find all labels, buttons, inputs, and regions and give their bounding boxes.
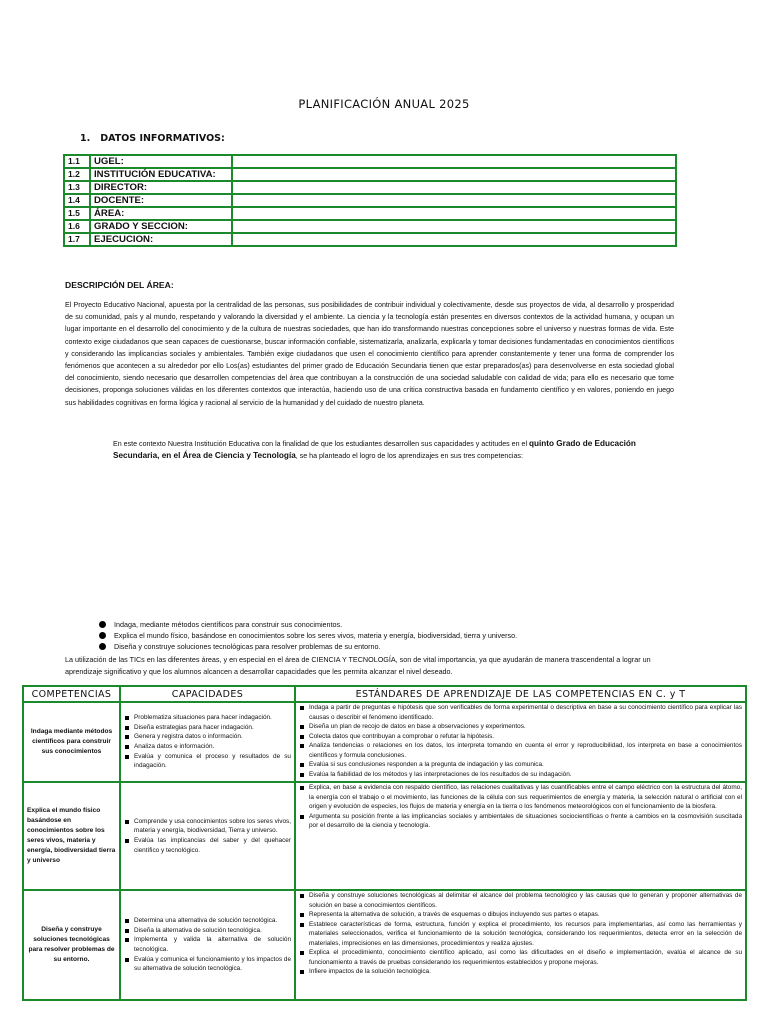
capacity-item: Analiza datos e información. [124, 742, 291, 752]
info-row-number: 1.3 [64, 181, 90, 194]
section-title: DATOS INFORMATIVOS: [100, 133, 225, 144]
capacity-item: Determina una alternativa de solución tecnológica. [124, 916, 291, 926]
standard-item: Colecta datos que contribuyan a comprobar o refutar la hipótesis. [299, 732, 742, 742]
standards-list [299, 703, 742, 779]
info-row-value[interactable] [232, 155, 676, 168]
info-row-number: 1.2 [64, 168, 90, 181]
capacity-item: Evalúa y comunica el funcionamiento y los impactos de su alternativa de solución tecnológica. [124, 955, 291, 974]
info-row-value[interactable] [232, 233, 676, 246]
table-row [23, 890, 746, 1000]
info-row [64, 207, 676, 220]
section-number: 1. [80, 133, 91, 144]
standard-item: Diseña un plan de recojo de datos en base a observaciones y experimentos. [299, 722, 742, 732]
capacities-cell [120, 890, 295, 1000]
standard-item: Evalúa la fiabilidad de los métodos y las interpretaciones de los resultados de su indagación. [299, 770, 742, 780]
bullet-icon [99, 643, 106, 650]
section-heading-datos [80, 133, 225, 144]
page-title: PLANIFICACIÓN ANUAL 2025 [298, 97, 470, 111]
info-row-number: 1.1 [64, 155, 90, 168]
capacity-item: Evalúa las implicancias del saber y del quehacer científico y tecnológico. [124, 836, 291, 855]
bullet-icon [99, 621, 106, 628]
info-row [64, 220, 676, 233]
list-item [99, 619, 517, 630]
info-row-label: DIRECTOR: [90, 181, 232, 194]
info-row [64, 233, 676, 246]
capacities-list [124, 713, 291, 771]
info-row-number: 1.4 [64, 194, 90, 207]
header-estandares: ESTÁNDARES DE APRENDIZAJE DE LAS COMPETENCIAS EN C. y T [295, 686, 746, 702]
competency-cell: Explica el mundo físico basándose en conocimientos sobre los seres vivos, materia y energía, biodiversidad tierra y universo [23, 782, 120, 890]
info-row [64, 155, 676, 168]
table-row [23, 782, 746, 890]
capacities-list [124, 817, 291, 855]
standard-item: Establece características de forma, estructura, función y explica el procedimiento, los recursos para implementarlas, así como las herramientas y materiales seleccionados, verifica el funcionamiento de la solución tecnológica, considerando los requerimientos, detecta error en la selección de materiales, imprecisiones en las dimensiones, procedimientos y realiza ajustes. [299, 920, 742, 949]
info-row-label: EJECUCION: [90, 233, 232, 246]
info-row-label: ÁREA: [90, 207, 232, 220]
list-item [99, 630, 517, 641]
info-row [64, 194, 676, 207]
context-paragraph [113, 438, 675, 462]
context-grade-area: quinto Grado de Educación Secundaria, en el Área de Ciencia y Tecnología [113, 439, 636, 461]
list-item-text: Explica el mundo físico, basándose en conocimientos sobre los seres vivos, materia y energía, biodiversidad, tierra y universo. [114, 631, 518, 641]
standards-list [299, 783, 742, 831]
capacity-item: Evalúa y comunica el proceso y resultados de su indagación. [124, 752, 291, 771]
capacity-item: Diseña la alternativa de solución tecnológica. [124, 926, 291, 936]
capacity-item: Genera y registra datos o información. [124, 732, 291, 742]
header-competencias: COMPETENCIAS [23, 686, 120, 702]
info-row [64, 181, 676, 194]
capacities-cell [120, 702, 295, 782]
description-title: DESCRIPCIÓN DEL ÁREA: [65, 280, 174, 290]
standard-item: Indaga a partir de preguntas e hipótesis que son verificables de forma experimental o descriptiva en base a su conocimiento científico para explicar las causas o describir el fenómeno identificado. [299, 703, 742, 722]
standard-item: Explica el procedimiento, conocimiento científico aplicado, así como las dificultades en el diseño e implementación, evalúa el alcance de su funcionamiento a través de pruebas considerando los requerimientos establecidos y propone mejoras. [299, 948, 742, 967]
standards-list [299, 891, 742, 977]
list-item-text: Diseña y construye soluciones tecnológicas para resolver problemas de su entorno. [114, 642, 381, 652]
capacity-item: Problematiza situaciones para hacer indagación. [124, 713, 291, 723]
standards-cell [295, 890, 746, 1000]
info-row [64, 168, 676, 181]
list-item-text: Indaga, mediante métodos científicos para construir sus conocimientos. [114, 620, 343, 629]
capacities-cell [120, 782, 295, 890]
info-row-value[interactable] [232, 194, 676, 207]
bullet-icon [99, 632, 106, 639]
info-row-value[interactable] [232, 207, 676, 220]
capacity-item: Diseña estrategias para hacer indagación. [124, 723, 291, 733]
capacity-item: Implementa y valida la alternativa de solución tecnológica. [124, 935, 291, 954]
standard-item: Analiza tendencias o relaciones en los datos, los interpreta tomando en cuenta el error y reproducibilidad, los interpreta en base a conocimientos científicos y formula conclusiones. [299, 741, 742, 760]
standard-item: Infiere impactos de la solución tecnológica. [299, 967, 742, 977]
info-row-value[interactable] [232, 220, 676, 233]
standard-item: Argumenta su posición frente a las implicancias sociales y ambientales de situaciones sociocientíficas o frente a cambios en la cosmovisión suscitada por el desarrollo de la ciencia y tecnología. [299, 812, 742, 831]
info-row-number: 1.7 [64, 233, 90, 246]
table-header-row [23, 686, 746, 702]
standard-item: Evalúa si sus conclusiones responden a la pregunta de indagación y las comunica. [299, 760, 742, 770]
info-row-label: DOCENTE: [90, 194, 232, 207]
list-item [99, 641, 517, 652]
capacities-list [124, 916, 291, 974]
standard-item: Diseña y construye soluciones tecnológicas al delimitar el alcance del problema tecnológico y las causas que lo generan y proponer alternativas de solución en base a conocimientos científicos. [299, 891, 742, 910]
standards-cell [295, 782, 746, 890]
capacity-item: Comprende y usa conocimientos sobre los seres vivos, materia y energía, biodiversidad, Tierra y universo. [124, 817, 291, 836]
info-row-label: GRADO Y SECCION: [90, 220, 232, 233]
info-row-number: 1.5 [64, 207, 90, 220]
info-row-label: INSTITUCIÓN EDUCATIVA: [90, 168, 232, 181]
competencies-table [22, 685, 747, 1001]
info-row-number: 1.6 [64, 220, 90, 233]
info-row-value[interactable] [232, 168, 676, 181]
header-capacidades: CAPACIDADES [120, 686, 295, 702]
info-table [63, 154, 677, 247]
context-text-start: En este contexto Nuestra Institución Educativa con la finalidad de que los estudiantes desarrollen sus capacidades y actitudes en el [113, 440, 530, 448]
competency-cell: Diseña y construye soluciones tecnológicas para resolver problemas de su entorno. [23, 890, 120, 1000]
tics-paragraph: La utilización de las TICs en las diferentes áreas, y en especial en el área de CIENCIA Y TECNOLOGÍA, son de vital importancia, ya que ayudarán de manera trascendental a lograr un aprendizaje significativo y que los alumnos alcancen a desarrollar capacidades que les permita alcanzar el nivel deseado. [65, 655, 651, 677]
standard-item: Explica, en base a evidencia con respaldo científico, las relaciones cualitativas y las cuantificables entre el campo eléctrico con la estructura del átomo, la energía con el trabajo o el movimiento, las funciones de la célula con sus requerimientos de energía y materia, la selección natural o artificial con el origen y evolución de especies, los flujos de materia y energía en la tierra o los fenómenos meteorológicos con el funcionamiento de la biosfera. [299, 783, 742, 812]
competency-cell: Indaga mediante métodos científicos para construir sus conocimientos [23, 702, 120, 782]
info-row-value[interactable] [232, 181, 676, 194]
competency-list [99, 619, 517, 653]
info-row-label: UGEL: [90, 155, 232, 168]
standard-item: Representa la alternativa de solución, a través de esquemas o dibujos incluyendo sus partes o etapas. [299, 910, 742, 920]
context-text-end: , se ha planteado el logro de los aprendizajes en sus tres competencias: [295, 452, 523, 461]
standards-cell [295, 702, 746, 782]
table-row [23, 702, 746, 782]
description-paragraph: El Proyecto Educativo Nacional, apuesta por la centralidad de las personas, sus posibilidades de contribuir individual y colectivamente, desde sus proyectos de vida, al desarrollo y prosperidad de su comunidad, país y al mundo, respetando y valorando la diversidad y el ambiente. La ciencia y la tecnología están presentes en diversos contextos de la actividad humana, y ocupan un lugar importante en el desarrollo del conocimiento y de la cultura de nuestras sociedades, que han ido transformando nuestras concepciones sobre el universo y nuestras formas de vida. Este contexto exige ciudadanos que sean capaces de cuestionarse, buscar información confiable, sistematizarla, analizarla, explicarla y tomar decisiones fundamentadas en conocimientos científicos y considerando las implicancias sociales y ambientales. También exige ciudadanos que usen el conocimiento científico para aprender constantemente y tener una forma de comprender los fenómenos que acontecen a su alrededor por ello Los(as) estudiantes del primer grado de Educación Secundaria tienen que estar preparados(as) para desenvolverse en esta sociedad global del conocimiento, siendo necesario que desarrollen competencias del área que contribuyan a la construcción de una sociedad saludable con calidad de vida; para ello es necesario que tome decisiones, proponga soluciones válidas en los diferentes contextos que interactúa, haciendo uso de una crítica constructiva basada en fundamento científico y en valores, poniendo en juego sus habilidades cognitivas en forma lógica y racional al servicio de la humanidad y del cuidado de nuestro planeta. [65, 301, 674, 407]
